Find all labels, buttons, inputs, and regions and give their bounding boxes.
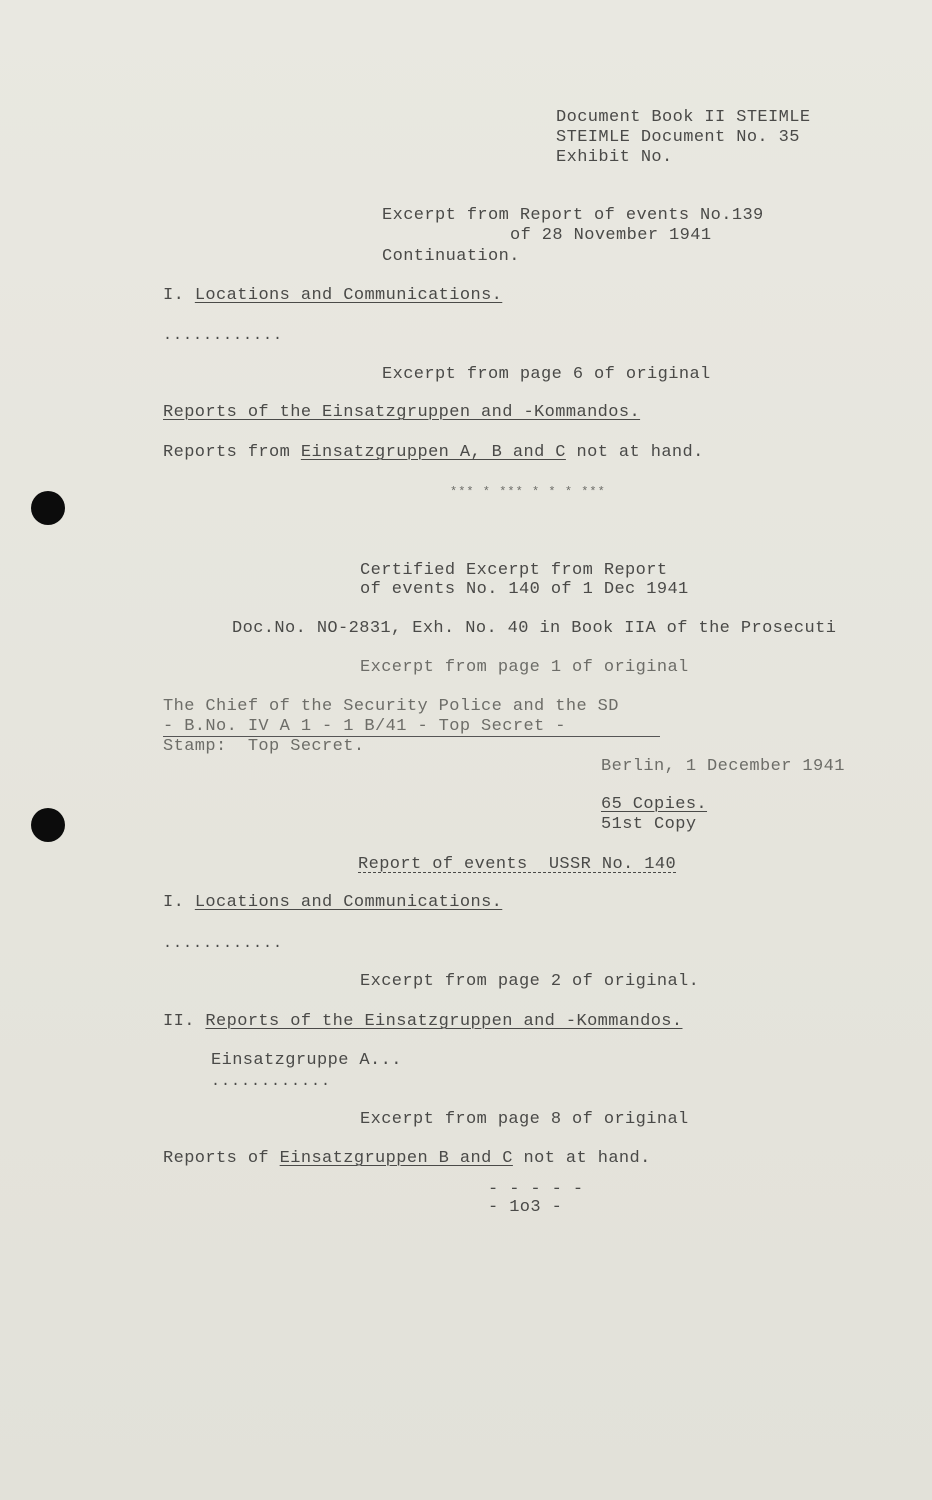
footer-dashes: - - - - -: [488, 1180, 584, 1199]
section2-excerpt-page8: Excerpt from page 8 of original: [360, 1110, 689, 1129]
copy-number: 51st Copy: [601, 815, 697, 834]
page-number: - 1o3 -: [488, 1198, 563, 1217]
section1-reports-groups: Einsatzgruppen A, B and C: [300, 443, 566, 462]
header-doc-book: Document Book II STEIMLE: [556, 108, 811, 127]
section2-reports-heading: [163, 1012, 683, 1032]
place-date: Berlin, 1 December 1941: [601, 757, 845, 776]
section1-heading: [163, 286, 502, 306]
final-reports-suffix: not at hand.: [523, 1149, 651, 1168]
reference-number: - B.No. IV A 1 - 1 B/41 - Top Secret -: [163, 717, 566, 736]
section2-reports-heading-number: II.: [163, 1012, 195, 1031]
doc-reference: Doc.No. NO-2831, Exh. No. 40 in Book IIA of the Prosecuti: [232, 619, 837, 638]
report-139-date: of 28 November 1941: [510, 226, 712, 245]
report-140-date: of events No. 140 of 1 Dec 1941: [360, 580, 689, 599]
section1-reports-prefix: Reports from: [163, 443, 291, 462]
section2-reports-heading-text: Reports of the Einsatzgruppen and -Kommandos.: [205, 1012, 683, 1031]
report-of-events-title: Report of events USSR No. 140: [358, 855, 677, 874]
section2-excerpt-page2: Excerpt from page 2 of original.: [360, 972, 700, 991]
section1-reports-heading: Reports of the Einsatzgruppen and -Kommandos.: [163, 403, 641, 422]
header-exhibit: Exhibit No.: [556, 148, 673, 167]
section2-heading-text: Locations and Communications.: [194, 893, 503, 912]
report-139-title: Excerpt from Report of events No.139: [382, 206, 764, 225]
stamp-top-secret: Stamp: Top Secret.: [163, 737, 365, 756]
section1-ellipsis: ............: [163, 327, 284, 344]
einsatzgruppe-a: Einsatzgruppe A...: [211, 1051, 402, 1070]
section1-heading-number: I.: [163, 286, 185, 305]
final-reports-line: [163, 1149, 651, 1169]
punch-hole-top: [31, 491, 65, 525]
section2-heading-number: I.: [163, 893, 185, 912]
final-reports-prefix: Reports of: [163, 1149, 270, 1168]
final-reports-groups: Einsatzgruppen B and C: [279, 1149, 513, 1168]
copies-count: 65 Copies.: [601, 795, 708, 814]
chief-of-security-police: The Chief of the Security Police and the SD: [163, 697, 619, 716]
section2-ellipsis: ............: [163, 935, 284, 952]
section1-reports-suffix: not at hand.: [576, 443, 704, 462]
section2-excerpt-page1: Excerpt from page 1 of original: [360, 658, 689, 677]
header-doc-number: STEIMLE Document No. 35: [556, 128, 800, 147]
report-139-continuation: Continuation.: [382, 247, 520, 266]
section2-heading: [163, 893, 502, 913]
section1-heading-text: Locations and Communications.: [194, 286, 503, 305]
report-140-title: Certified Excerpt from Report: [360, 561, 668, 580]
section1-excerpt-note: Excerpt from page 6 of original: [382, 365, 711, 384]
section1-reports-line: [163, 443, 704, 463]
einsatzgruppe-a-ellipsis: ............: [211, 1073, 332, 1090]
punch-hole-bottom: [31, 808, 65, 842]
section-separator: *** * *** * * * ***: [450, 485, 606, 499]
